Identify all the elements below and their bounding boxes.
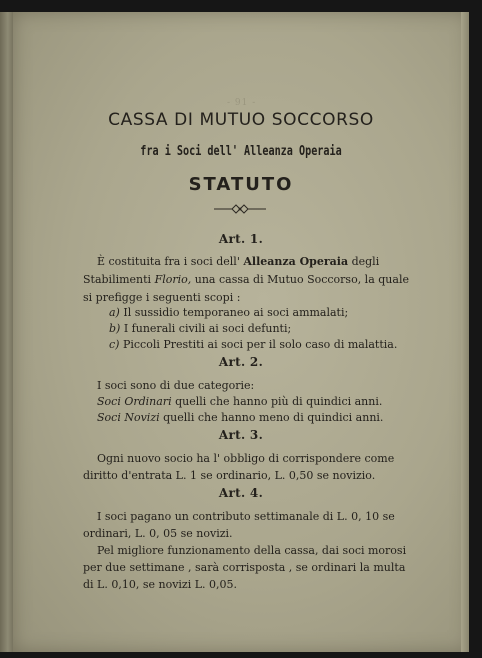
page-edge	[461, 12, 469, 652]
article-3-heading: Art. 3.	[218, 428, 264, 442]
article-1-item-a: a) Il sussidio temporaneo ai soci ammalati;	[109, 306, 349, 319]
article-1-line-3: si prefigge i seguenti scopi :	[83, 291, 241, 304]
article-1-line-1: È costituita fra i soci dell' Alleanza Operaia degli	[97, 255, 380, 268]
book-spine	[0, 12, 13, 652]
article-2-line-3: Soci Novizi quelli che hanno meno di quindici anni.	[97, 411, 384, 424]
article-4-line-1: I soci pagano un contributo settimanale di L. 0, 10 se	[97, 510, 395, 523]
statuto-heading: STATUTO	[188, 174, 294, 195]
page-number: - 91 -	[227, 98, 257, 108]
article-4-heading: Art. 4.	[218, 486, 264, 500]
article-3-line-2: diritto d'entrata L. 1 se ordinario, L. 0,50 se novizio.	[83, 469, 376, 482]
article-4-line-4: per due settimane , sarà corrisposta , se ordinari la multa	[83, 561, 406, 574]
article-2-line-1: I soci sono di due categorie:	[97, 379, 255, 392]
document-page	[13, 12, 469, 652]
article-1-item-c: c) Piccoli Prestiti ai soci per il solo caso di malattia.	[109, 338, 398, 351]
article-3-line-1: Ogni nuovo socio ha l' obbligo di corrispondere come	[97, 452, 395, 465]
article-1-line-2: Stabilimenti Florio, una cassa di Mutuo Soccorso, la quale	[83, 273, 409, 286]
document-subtitle: fra i Soci dell' Alleanza Operaia	[140, 144, 342, 159]
article-2-line-2: Soci Ordinari quelli che hanno più di quindici anni.	[97, 395, 383, 408]
article-4-line-3: Pel migliore funzionamento della cassa, dai soci morosi	[97, 544, 407, 557]
article-4-line-5: di L. 0,10, se novizi L. 0,05.	[83, 578, 238, 591]
article-2-heading: Art. 2.	[218, 355, 264, 369]
article-4-line-2: ordinari, L. 0, 05 se novizi.	[83, 527, 233, 540]
ornament-divider-icon	[212, 203, 268, 215]
document-title: CASSA DI MUTUO SOCCORSO	[108, 110, 374, 130]
article-1-heading: Art. 1.	[218, 232, 264, 246]
article-1-item-b: b) I funerali civili ai soci defunti;	[109, 322, 292, 335]
